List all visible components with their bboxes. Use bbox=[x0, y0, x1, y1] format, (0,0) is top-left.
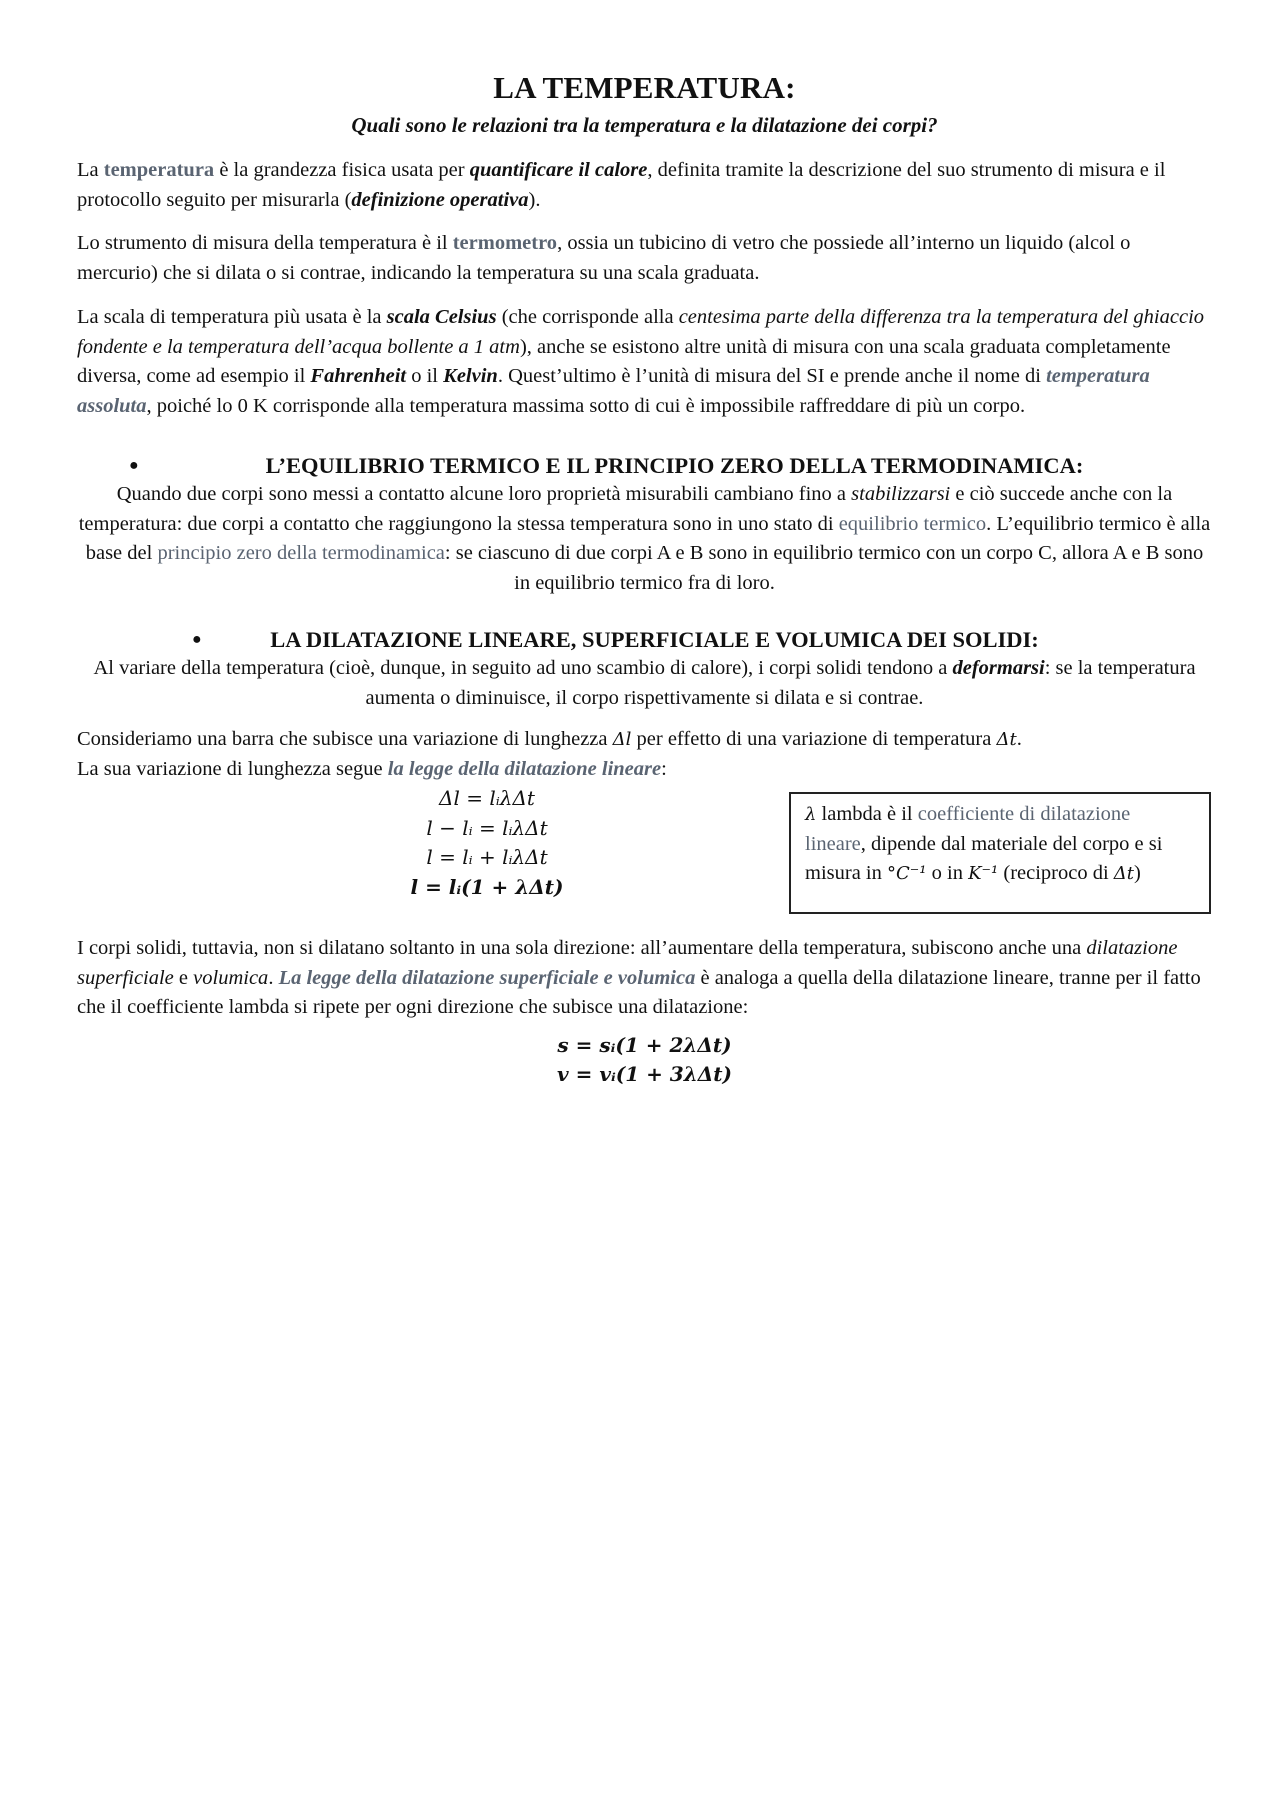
section-body: Quando due corpi sono messi a contatto alcune loro proprietà misurabili cambiano fino a stabilizzarsi e ciò succede anche con la temperatura: due corpi a contatto che raggiungono la stessa temperatura sono in uno stato di equilibrio termico. L’equilibrio termico è alla base del principio zero della termodinamica: se ciascuno di due corpi A e B sono in equilibrio termico con un corpo C, allora A e B sono in equilibrio termico fra di loro. bbox=[78, 483, 1211, 594]
formula-line-final: l = lᵢ(1 + λΔt) bbox=[410, 874, 564, 899]
paragraph-termometro: Lo strumento di misura della temperatura è il termometro, ossia un tubicino di vetro che possiede all’interno un liquido (alcol o mercurio) che si dilata o si contrae, indicando la temperatura su una scala graduata. bbox=[77, 232, 1131, 284]
bullet-icon: ● bbox=[192, 631, 202, 648]
volumetric-formulas bbox=[77, 1031, 1212, 1090]
document-page bbox=[77, 70, 1212, 1090]
section-heading: ● LA DILATAZIONE LINEARE, SUPERFICIALE E VOLUMICA DEI SOLIDI: bbox=[192, 627, 1039, 652]
linear-formula-area bbox=[77, 784, 1212, 926]
bullet-icon: ● bbox=[129, 457, 139, 474]
section-equilibrio bbox=[77, 452, 1212, 598]
paragraph-superficiale-volumica: I corpi solidi, tuttavia, non si dilatano soltanto in una sola direzione: all’aumentare della temperatura, subiscono anche una dilatazione superficiale e volumica. La legge della dilatazione superficiale e volumica è analoga a quella della dilatazione lineare, tranne per il fatto che il coefficiente lambda si ripete per ogni direzione che subisce una dilatazione: bbox=[77, 937, 1201, 1018]
section-body: Al variare della temperatura (cioè, dunque, in seguito ad uno scambio di calore), i corpi solidi tendono a deformarsi: se la temperatura aumenta o diminuisce, il corpo rispettivamente si dilata e si contrae. bbox=[93, 657, 1196, 709]
paragraph-scale: La scala di temperatura più usata è la scala Celsius (che corrisponde alla centesima parte della differenza tra la temperatura del ghiaccio fondente e la temperatura dell’acqua bollente a 1 atm), anche se esistono altre unità di misura con una scala graduata completamente diversa, come ad esempio il Fahrenheit o il Kelvin. Quest’ultimo è l’unità di misura del SI e prende anche il nome di temperatura assoluta, poiché lo 0 K corrisponde alla temperatura massima sotto di cui è impossibile raffreddare di più un corpo. bbox=[77, 306, 1205, 417]
surface-formula: s = sᵢ(1 + 2λΔt) bbox=[557, 1032, 732, 1057]
section-heading: ● L’EQUILIBRIO TERMICO E IL PRINCIPIO ZERO DELLA TERMODINAMICA: bbox=[129, 453, 1084, 478]
formula-line: l − lᵢ = lᵢλΔt bbox=[426, 815, 548, 840]
page-title: LA TEMPERATURA: bbox=[493, 70, 796, 105]
formula-line: Δl = lᵢλΔt bbox=[439, 786, 535, 810]
paragraph-barra: Consideriamo una barra che subisce una variazione di lunghezza Δl per effetto di una variazione di temperatura Δt. La sua variazione di lunghezza segue la legge della dilatazione lineare: bbox=[77, 728, 1022, 780]
formula-line: l = lᵢ + lᵢλΔt bbox=[426, 845, 548, 869]
linear-formulas bbox=[327, 784, 647, 902]
paragraph-temperatura: La temperatura è la grandezza fisica usata per quantificare il calore, definita tramite la descrizione del suo strumento di misura e il protocollo seguito per misurarla (definizione operativa). bbox=[77, 159, 1166, 211]
lambda-definition-box: λ lambda è il coefficiente di dilatazione lineare, dipende dal materiale del corpo e si misura in °C⁻¹ o in K⁻¹ (reciproco di Δt) bbox=[789, 792, 1211, 914]
section-dilatazione bbox=[77, 626, 1212, 713]
volume-formula: v = vᵢ(1 + 3λΔt) bbox=[557, 1062, 732, 1086]
page-subtitle: Quali sono le relazioni tra la temperatura e la dilatazione dei corpi? bbox=[351, 113, 938, 137]
